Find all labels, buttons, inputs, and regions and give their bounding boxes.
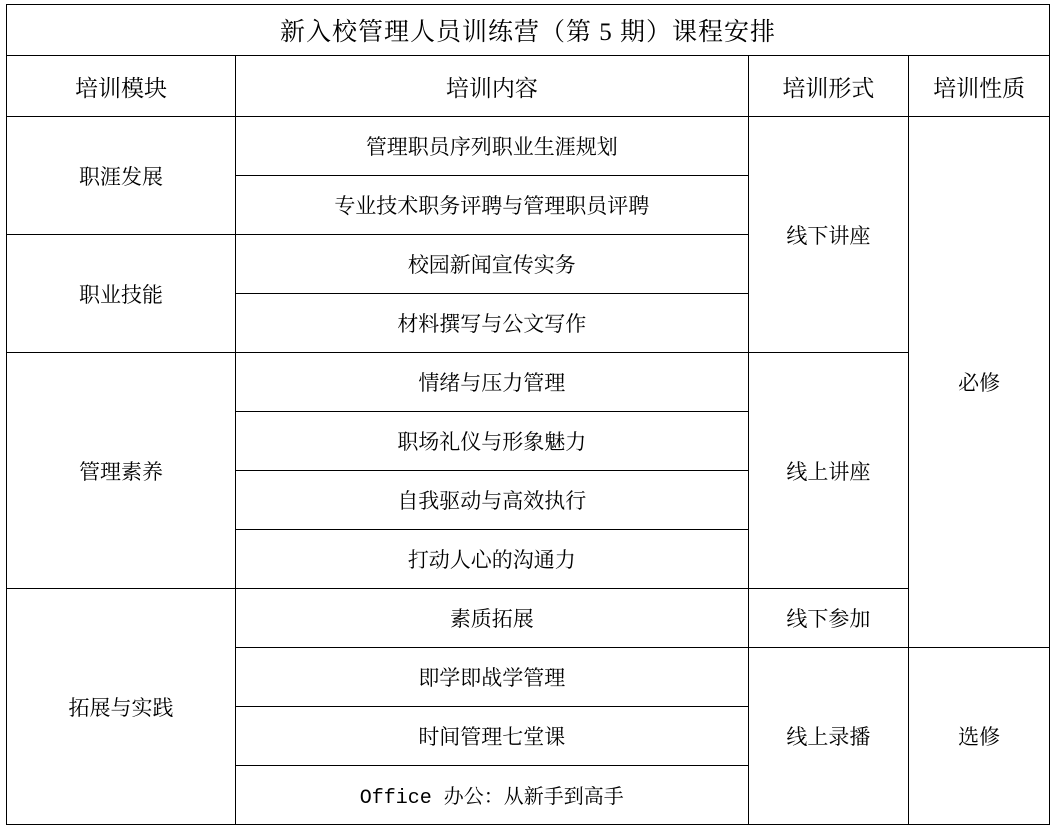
document-title: 新入校管理人员训练营（第 5 期）课程安排 bbox=[7, 5, 1050, 56]
content-cell: 自我驱动与高效执行 bbox=[236, 471, 748, 530]
form-cell: 线上讲座 bbox=[748, 353, 909, 589]
module-cell: 管理素养 bbox=[7, 353, 236, 589]
training-schedule-table bbox=[6, 4, 1050, 825]
content-cell: 材料撰写与公文写作 bbox=[236, 294, 748, 353]
header-content: 培训内容 bbox=[236, 56, 748, 117]
table-row bbox=[7, 117, 1050, 176]
content-cell: 专业技术职务评聘与管理职员评聘 bbox=[236, 176, 748, 235]
nature-cell: 必修 bbox=[909, 117, 1050, 648]
header-form: 培训形式 bbox=[748, 56, 909, 117]
module-cell: 职业技能 bbox=[7, 235, 236, 353]
form-cell: 线下参加 bbox=[748, 589, 909, 648]
table-row bbox=[7, 353, 1050, 412]
content-cell: Office 办公：从新手到高手 bbox=[236, 766, 748, 825]
module-cell: 职涯发展 bbox=[7, 117, 236, 235]
table-row bbox=[7, 589, 1050, 648]
content-cell: 素质拓展 bbox=[236, 589, 748, 648]
content-cell: 校园新闻宣传实务 bbox=[236, 235, 748, 294]
content-cell: 即学即战学管理 bbox=[236, 648, 748, 707]
nature-cell: 选修 bbox=[909, 648, 1050, 825]
table-title-row bbox=[7, 5, 1050, 56]
module-cell: 拓展与实践 bbox=[7, 589, 236, 825]
form-cell: 线上录播 bbox=[748, 648, 909, 825]
form-cell: 线下讲座 bbox=[748, 117, 909, 353]
content-cell: 打动人心的沟通力 bbox=[236, 530, 748, 589]
content-cell: 管理职员序列职业生涯规划 bbox=[236, 117, 748, 176]
header-nature: 培训性质 bbox=[909, 56, 1050, 117]
table-header-row bbox=[7, 56, 1050, 117]
content-cell: 情绪与压力管理 bbox=[236, 353, 748, 412]
content-cell: 职场礼仪与形象魅力 bbox=[236, 412, 748, 471]
content-cell: 时间管理七堂课 bbox=[236, 707, 748, 766]
header-module: 培训模块 bbox=[7, 56, 236, 117]
